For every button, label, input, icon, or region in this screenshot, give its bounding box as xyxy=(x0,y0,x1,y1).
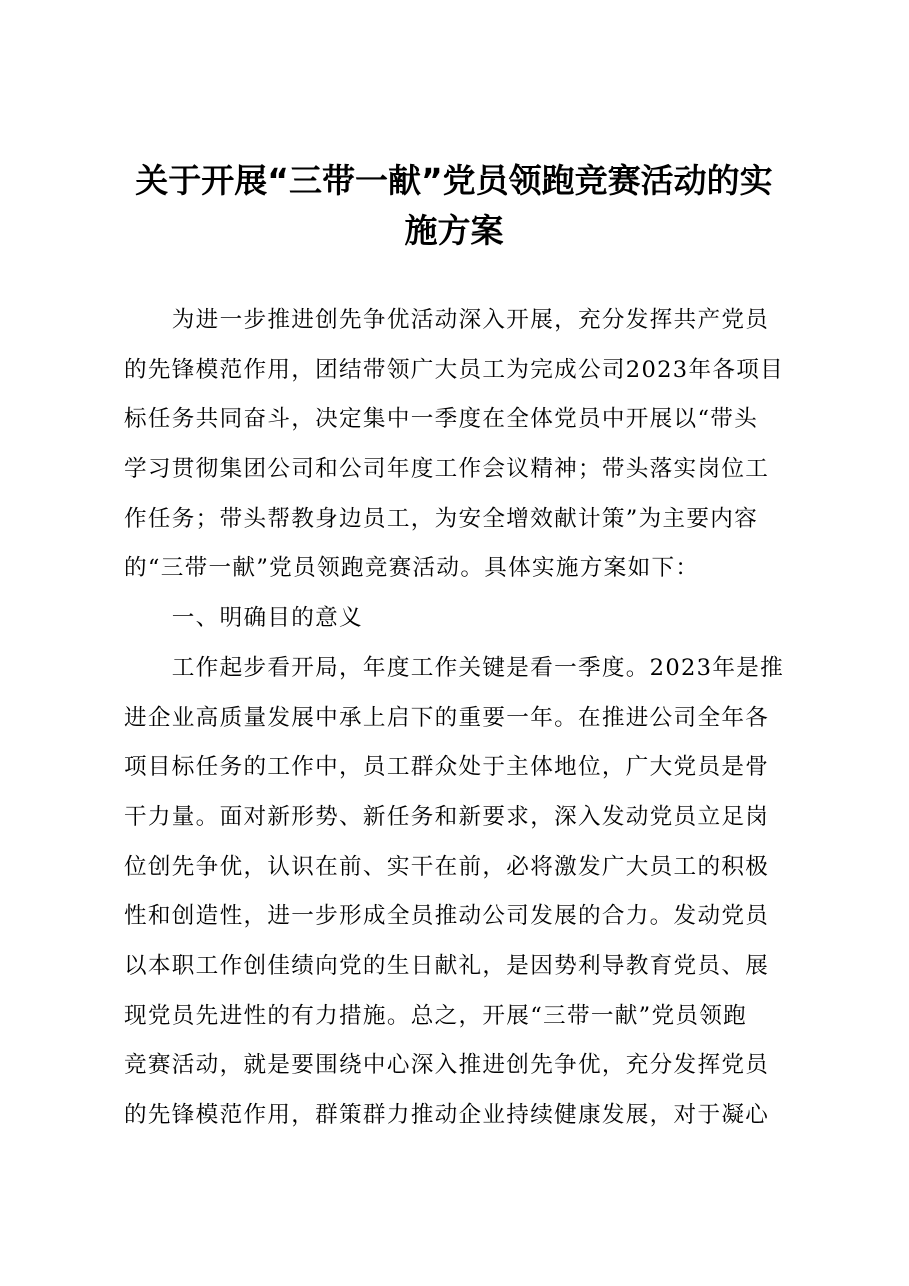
body-line: 标任务共同奋斗，决定集中一季度在全体党员中开展以“带头 xyxy=(124,406,759,433)
body-line: 现党员先进性的有力措施。总之，开展“三带一献”党员领跑 xyxy=(124,1002,748,1029)
body-line: 作任务；带头帮教身边员工，为安全增效献计策”为主要内容 xyxy=(124,505,759,532)
body-line: 工作起步看开局，年度工作关键是看一季度。2023年是推 xyxy=(124,654,785,681)
body-line: 项目标任务的工作中，员工群众处于主体地位，广大党员是骨 xyxy=(124,754,770,781)
document-body xyxy=(124,296,788,1141)
section-heading: 一、明确目的意义 xyxy=(124,605,363,632)
body-line: 干力量。面对新形势、新任务和新要求，深入发动党员立足岗 xyxy=(124,803,770,830)
body-line: 的“三带一献”党员领跑竞赛活动。具体实施方案如下： xyxy=(124,555,700,582)
document-title xyxy=(118,156,790,256)
body-line: 学习贯彻集团公司和公司年度工作会议精神；带头落实岗位工 xyxy=(124,456,770,483)
body-line: 进企业高质量发展中承上启下的重要一年。在推进公司全年各 xyxy=(124,704,770,731)
body-line: 性和创造性，进一步形成全员推动公司发展的合力。发动党员 xyxy=(124,903,770,930)
body-line: 位创先争优，认识在前、实干在前，必将激发广大员工的积极 xyxy=(124,853,770,880)
body-line: 以本职工作创佳绩向党的生日献礼，是因势利导教育党员、展 xyxy=(124,952,770,979)
title-line: 关于开展“三带一献”党员领跑竞赛活动的实 xyxy=(135,161,773,200)
body-line: 竞赛活动，就是要围绕中心深入推进创先争优，充分发挥党员 xyxy=(124,1052,770,1079)
body-line: 的先锋模范作用，群策群力推动企业持续健康发展，对于凝心 xyxy=(124,1102,770,1128)
body-line: 的先锋模范作用，团结带领广大员工为完成公司2023年各项目 xyxy=(124,356,785,383)
body-line: 为进一步推进创先争优活动深入开展，充分发挥共产党员 xyxy=(124,307,770,333)
title-line: 施方案 xyxy=(404,211,504,250)
